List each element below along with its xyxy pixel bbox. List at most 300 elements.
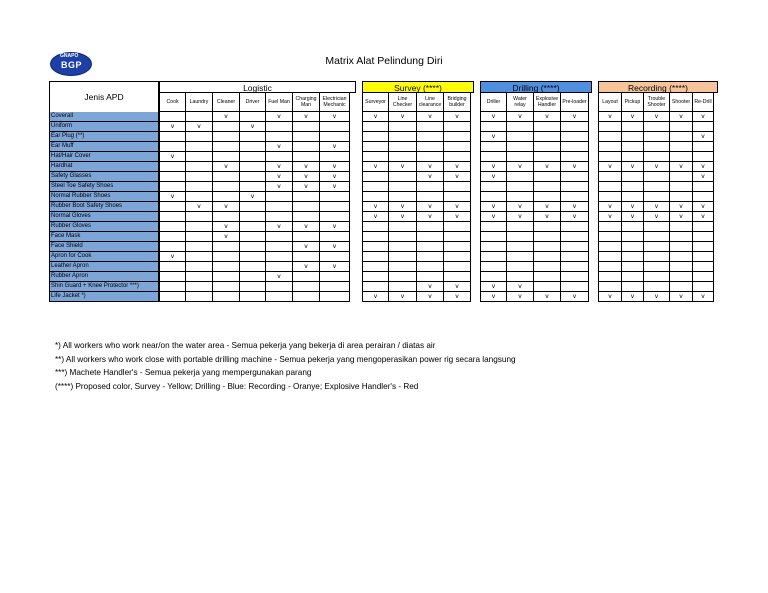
matrix-cell bbox=[416, 272, 444, 282]
matrix-cell bbox=[692, 282, 714, 292]
matrix-cell: v bbox=[643, 212, 670, 222]
matrix-cell: v bbox=[443, 292, 471, 302]
row-label: Rubber Apron bbox=[49, 272, 159, 282]
matrix-cell: v bbox=[533, 292, 561, 302]
matrix-cell bbox=[388, 152, 417, 162]
group-header-2: Drilling (****) bbox=[480, 81, 592, 93]
matrix-cell: v bbox=[692, 292, 714, 302]
row-label: Life Jacket *) bbox=[49, 292, 159, 302]
matrix-cell: v bbox=[443, 202, 471, 212]
matrix-cell bbox=[506, 222, 534, 232]
matrix-cell: v bbox=[443, 212, 471, 222]
matrix-cell bbox=[159, 162, 186, 172]
matrix-cell bbox=[621, 232, 644, 242]
column-header-3-4: Re-Drill bbox=[692, 92, 714, 112]
matrix-cell: v bbox=[621, 112, 644, 122]
matrix-cell bbox=[159, 112, 186, 122]
matrix-cell bbox=[265, 212, 293, 222]
matrix-cell bbox=[506, 242, 534, 252]
column-header-1-2: Line clearance bbox=[416, 92, 444, 112]
matrix-cell: v bbox=[621, 202, 644, 212]
column-header-2-3: Pre-loader bbox=[560, 92, 589, 112]
matrix-cell bbox=[560, 132, 589, 142]
matrix-cell: v bbox=[185, 202, 213, 212]
matrix-cell bbox=[621, 192, 644, 202]
matrix-cell bbox=[319, 232, 350, 242]
matrix-cell: v bbox=[480, 172, 507, 182]
group-header-1: Survey (****) bbox=[362, 81, 474, 93]
matrix-cell bbox=[265, 152, 293, 162]
matrix-cell bbox=[362, 172, 389, 182]
matrix-cell: v bbox=[560, 292, 589, 302]
group-header-3: Recording (****) bbox=[598, 81, 718, 93]
matrix-cell: v bbox=[292, 162, 320, 172]
matrix-cell bbox=[621, 142, 644, 152]
row-label: Steel Toe Safety Shoes bbox=[49, 182, 159, 192]
matrix-cell: v bbox=[319, 242, 350, 252]
matrix-cell bbox=[159, 202, 186, 212]
matrix-cell: v bbox=[621, 162, 644, 172]
matrix-cell bbox=[319, 212, 350, 222]
matrix-cell bbox=[388, 242, 417, 252]
matrix-cell bbox=[669, 192, 693, 202]
matrix-cell bbox=[443, 242, 471, 252]
matrix-cell bbox=[265, 282, 293, 292]
matrix-cell bbox=[480, 182, 507, 192]
matrix-cell bbox=[185, 272, 213, 282]
matrix-cell bbox=[239, 172, 266, 182]
column-header-1-3: Bridging builder bbox=[443, 92, 471, 112]
matrix-cell bbox=[443, 222, 471, 232]
matrix-cell bbox=[643, 232, 670, 242]
matrix-cell: v bbox=[362, 202, 389, 212]
matrix-cell bbox=[185, 172, 213, 182]
matrix-cell bbox=[506, 252, 534, 262]
matrix-cell bbox=[621, 222, 644, 232]
matrix-cell: v bbox=[265, 112, 293, 122]
matrix-cell bbox=[319, 202, 350, 212]
matrix-cell bbox=[533, 182, 561, 192]
matrix-cell bbox=[212, 132, 240, 142]
matrix-cell: v bbox=[265, 272, 293, 282]
matrix-cell: v bbox=[319, 112, 350, 122]
matrix-cell: v bbox=[388, 202, 417, 212]
matrix-cell bbox=[416, 142, 444, 152]
column-header-1-0: Surveyor bbox=[362, 92, 389, 112]
matrix-cell bbox=[185, 192, 213, 202]
matrix-cell bbox=[443, 262, 471, 272]
matrix-cell bbox=[292, 272, 320, 282]
matrix-cell bbox=[598, 232, 622, 242]
matrix-cell bbox=[669, 282, 693, 292]
matrix-cell: v bbox=[292, 182, 320, 192]
matrix-cell bbox=[159, 282, 186, 292]
matrix-cell bbox=[185, 242, 213, 252]
matrix-cell bbox=[185, 222, 213, 232]
matrix-cell bbox=[239, 142, 266, 152]
matrix-cell: v bbox=[265, 182, 293, 192]
matrix-cell: v bbox=[416, 292, 444, 302]
matrix-cell bbox=[560, 262, 589, 272]
matrix-cell bbox=[388, 222, 417, 232]
matrix-cell: v bbox=[506, 282, 534, 292]
matrix-cell bbox=[643, 142, 670, 152]
matrix-cell bbox=[560, 242, 589, 252]
matrix-cell bbox=[416, 132, 444, 142]
matrix-cell bbox=[480, 142, 507, 152]
matrix-cell bbox=[185, 282, 213, 292]
matrix-cell bbox=[212, 212, 240, 222]
matrix-cell bbox=[319, 292, 350, 302]
row-label: Hat/Hair Cover bbox=[49, 152, 159, 162]
matrix-cell: v bbox=[388, 292, 417, 302]
matrix-cell: v bbox=[319, 172, 350, 182]
matrix-cell bbox=[239, 212, 266, 222]
footnotes bbox=[55, 339, 516, 393]
matrix-cell: v bbox=[319, 222, 350, 232]
row-label: Apron for Cook bbox=[49, 252, 159, 262]
matrix-cell bbox=[692, 222, 714, 232]
matrix-cell bbox=[533, 272, 561, 282]
page-title: Matrix Alat Pelindung Diri bbox=[325, 55, 443, 67]
matrix-cell: v bbox=[506, 162, 534, 172]
matrix-cell bbox=[212, 292, 240, 302]
matrix-cell bbox=[443, 122, 471, 132]
matrix-cell bbox=[159, 222, 186, 232]
matrix-cell bbox=[533, 242, 561, 252]
matrix-cell: v bbox=[212, 162, 240, 172]
matrix-cell bbox=[265, 262, 293, 272]
matrix-cell bbox=[416, 152, 444, 162]
matrix-cell: v bbox=[265, 162, 293, 172]
matrix-cell bbox=[239, 182, 266, 192]
matrix-cell: v bbox=[533, 202, 561, 212]
matrix-cell: v bbox=[388, 112, 417, 122]
matrix-cell bbox=[212, 242, 240, 252]
matrix-cell: v bbox=[443, 282, 471, 292]
matrix-cell bbox=[621, 132, 644, 142]
matrix-cell bbox=[362, 272, 389, 282]
matrix-cell bbox=[239, 252, 266, 262]
matrix-cell bbox=[669, 122, 693, 132]
matrix-cell: v bbox=[292, 262, 320, 272]
matrix-cell bbox=[598, 272, 622, 282]
matrix-cell bbox=[159, 262, 186, 272]
matrix-cell bbox=[388, 172, 417, 182]
matrix-cell bbox=[598, 252, 622, 262]
matrix-cell bbox=[159, 272, 186, 282]
row-label: Uniform bbox=[49, 122, 159, 132]
matrix-cell bbox=[362, 252, 389, 262]
matrix-cell: v bbox=[159, 252, 186, 262]
matrix-cell bbox=[319, 252, 350, 262]
matrix-cell: v bbox=[265, 142, 293, 152]
matrix-cell: v bbox=[506, 292, 534, 302]
matrix-cell bbox=[212, 262, 240, 272]
matrix-cell bbox=[480, 192, 507, 202]
matrix-cell: v bbox=[669, 162, 693, 172]
matrix-cell bbox=[362, 122, 389, 132]
matrix-cell bbox=[560, 252, 589, 262]
matrix-cell bbox=[319, 122, 350, 132]
matrix-cell bbox=[560, 152, 589, 162]
matrix-cell bbox=[159, 292, 186, 302]
matrix-cell: v bbox=[362, 162, 389, 172]
matrix-cell: v bbox=[506, 212, 534, 222]
matrix-cell bbox=[643, 242, 670, 252]
matrix-cell bbox=[669, 132, 693, 142]
matrix-cell: v bbox=[692, 172, 714, 182]
matrix-cell: v bbox=[416, 162, 444, 172]
matrix-cell bbox=[643, 122, 670, 132]
matrix-cell: v bbox=[480, 132, 507, 142]
matrix-cell bbox=[239, 222, 266, 232]
matrix-cell bbox=[388, 142, 417, 152]
matrix-cell bbox=[692, 182, 714, 192]
matrix-cell bbox=[292, 252, 320, 262]
matrix-cell bbox=[292, 212, 320, 222]
matrix-cell bbox=[669, 232, 693, 242]
matrix-cell: v bbox=[643, 202, 670, 212]
matrix-cell bbox=[533, 152, 561, 162]
matrix-cell: v bbox=[292, 242, 320, 252]
matrix-cell bbox=[598, 122, 622, 132]
column-header-0-6: Electrician Mechanic bbox=[319, 92, 350, 112]
matrix-cell bbox=[388, 282, 417, 292]
row-label: Normal Rubber Shoes bbox=[49, 192, 159, 202]
row-label: Shin Guard + Knee Protector ***) bbox=[49, 282, 159, 292]
matrix-cell bbox=[598, 152, 622, 162]
matrix-cell bbox=[506, 262, 534, 272]
matrix-cell bbox=[212, 172, 240, 182]
matrix-cell bbox=[265, 252, 293, 262]
matrix-cell bbox=[533, 172, 561, 182]
matrix-cell bbox=[388, 182, 417, 192]
matrix-cell bbox=[560, 232, 589, 242]
matrix-cell bbox=[292, 192, 320, 202]
matrix-cell bbox=[598, 142, 622, 152]
matrix-cell bbox=[239, 242, 266, 252]
matrix-cell bbox=[239, 162, 266, 172]
matrix-cell: v bbox=[598, 112, 622, 122]
matrix-cell: v bbox=[560, 112, 589, 122]
matrix-cell bbox=[598, 262, 622, 272]
matrix-cell: v bbox=[362, 112, 389, 122]
matrix-cell bbox=[560, 272, 589, 282]
matrix-cell bbox=[362, 132, 389, 142]
logo-main-text: BGP bbox=[61, 60, 83, 70]
matrix-cell bbox=[443, 132, 471, 142]
matrix-cell bbox=[443, 252, 471, 262]
matrix-cell bbox=[362, 182, 389, 192]
row-label: Face Shield bbox=[49, 242, 159, 252]
matrix-cell bbox=[506, 132, 534, 142]
matrix-cell bbox=[388, 272, 417, 282]
matrix-cell bbox=[643, 222, 670, 232]
row-label: Rubber Boot Safety Shoes bbox=[49, 202, 159, 212]
matrix-cell: v bbox=[416, 212, 444, 222]
matrix-cell bbox=[598, 182, 622, 192]
matrix-cell: v bbox=[416, 172, 444, 182]
matrix-cell bbox=[643, 282, 670, 292]
column-header-3-0: Layout bbox=[598, 92, 622, 112]
matrix-cell bbox=[265, 132, 293, 142]
matrix-cell bbox=[319, 282, 350, 292]
matrix-cell bbox=[185, 252, 213, 262]
matrix-cell: v bbox=[692, 162, 714, 172]
matrix-cell bbox=[159, 182, 186, 192]
matrix-cell bbox=[692, 242, 714, 252]
matrix-cell bbox=[621, 262, 644, 272]
matrix-cell bbox=[506, 182, 534, 192]
matrix-cell bbox=[598, 192, 622, 202]
matrix-cell bbox=[560, 182, 589, 192]
matrix-cell bbox=[692, 262, 714, 272]
matrix-cell: v bbox=[669, 112, 693, 122]
matrix-cell bbox=[159, 142, 186, 152]
matrix-cell bbox=[560, 192, 589, 202]
matrix-cell bbox=[692, 142, 714, 152]
matrix-cell bbox=[265, 242, 293, 252]
matrix-cell bbox=[292, 122, 320, 132]
column-header-0-1: Laundry bbox=[185, 92, 213, 112]
matrix-cell: v bbox=[643, 292, 670, 302]
matrix-cell bbox=[185, 262, 213, 272]
matrix-cell bbox=[643, 132, 670, 142]
matrix-cell bbox=[185, 132, 213, 142]
matrix-cell bbox=[362, 232, 389, 242]
matrix-cell bbox=[212, 272, 240, 282]
matrix-cell bbox=[416, 232, 444, 242]
column-header-3-3: Shooter bbox=[669, 92, 693, 112]
matrix-cell: v bbox=[239, 192, 266, 202]
matrix-cell: v bbox=[319, 162, 350, 172]
matrix-cell: v bbox=[239, 122, 266, 132]
matrix-cell bbox=[506, 272, 534, 282]
matrix-cell bbox=[185, 212, 213, 222]
matrix-cell bbox=[506, 122, 534, 132]
matrix-cell bbox=[185, 182, 213, 192]
matrix-cell bbox=[362, 242, 389, 252]
matrix-cell bbox=[159, 132, 186, 142]
matrix-cell bbox=[643, 152, 670, 162]
matrix-cell: v bbox=[443, 112, 471, 122]
matrix-cell bbox=[598, 132, 622, 142]
row-label: Normal Gloves bbox=[49, 212, 159, 222]
matrix-cell bbox=[292, 142, 320, 152]
matrix-cell bbox=[319, 132, 350, 142]
matrix-cell bbox=[533, 192, 561, 202]
column-header-1-1: Line Checker bbox=[388, 92, 417, 112]
matrix-cell bbox=[416, 262, 444, 272]
column-header-0-4: Fuel Man bbox=[265, 92, 293, 112]
matrix-cell bbox=[598, 222, 622, 232]
matrix-cell: v bbox=[265, 172, 293, 182]
matrix-cell bbox=[621, 252, 644, 262]
matrix-cell bbox=[239, 292, 266, 302]
column-header-3-2: Trouble Shooter bbox=[643, 92, 670, 112]
matrix-cell bbox=[265, 122, 293, 132]
matrix-cell bbox=[669, 222, 693, 232]
matrix-cell: v bbox=[443, 172, 471, 182]
matrix-cell: v bbox=[692, 202, 714, 212]
matrix-cell bbox=[416, 122, 444, 132]
matrix-cell: v bbox=[159, 122, 186, 132]
matrix-cell bbox=[480, 262, 507, 272]
matrix-cell bbox=[669, 242, 693, 252]
footnote-line: **) All workers who work close with portable drilling machine - Semua pekerja yang mengoperasikan power rig secara langsung bbox=[55, 354, 516, 364]
matrix-cell: v bbox=[443, 162, 471, 172]
matrix-cell: v bbox=[319, 262, 350, 272]
row-label: Leather Apron bbox=[49, 262, 159, 272]
matrix-cell: v bbox=[388, 162, 417, 172]
matrix-cell: v bbox=[506, 112, 534, 122]
matrix-cell bbox=[292, 132, 320, 142]
matrix-cell bbox=[669, 272, 693, 282]
matrix-cell: v bbox=[362, 292, 389, 302]
matrix-cell bbox=[362, 282, 389, 292]
matrix-cell: v bbox=[598, 212, 622, 222]
matrix-cell: v bbox=[480, 162, 507, 172]
matrix-cell: v bbox=[692, 112, 714, 122]
matrix-cell bbox=[388, 252, 417, 262]
matrix-cell bbox=[560, 142, 589, 152]
matrix-cell bbox=[388, 192, 417, 202]
matrix-cell: v bbox=[598, 162, 622, 172]
matrix-cell bbox=[480, 122, 507, 132]
matrix-cell bbox=[212, 252, 240, 262]
matrix-cell bbox=[185, 142, 213, 152]
matrix-cell bbox=[480, 232, 507, 242]
matrix-cell bbox=[692, 192, 714, 202]
matrix-cell: v bbox=[692, 132, 714, 142]
matrix-cell: v bbox=[416, 282, 444, 292]
matrix-cell bbox=[159, 172, 186, 182]
matrix-cell bbox=[480, 222, 507, 232]
row-header-jenis-apd: Jenis APD bbox=[49, 81, 159, 113]
row-label: Hardhat bbox=[49, 162, 159, 172]
matrix-cell: v bbox=[292, 222, 320, 232]
matrix-cell bbox=[239, 272, 266, 282]
matrix-cell: v bbox=[212, 112, 240, 122]
matrix-cell bbox=[185, 112, 213, 122]
matrix-cell: v bbox=[159, 192, 186, 202]
matrix-cell bbox=[388, 132, 417, 142]
matrix-cell: v bbox=[621, 212, 644, 222]
matrix-cell bbox=[388, 122, 417, 132]
matrix-cell: v bbox=[533, 112, 561, 122]
matrix-cell bbox=[239, 202, 266, 212]
group-header-0: Logistic bbox=[159, 81, 356, 93]
matrix-cell: v bbox=[480, 112, 507, 122]
matrix-cell bbox=[480, 272, 507, 282]
matrix-cell bbox=[159, 242, 186, 252]
column-header-2-1: Water relay bbox=[506, 92, 534, 112]
matrix-cell: v bbox=[598, 292, 622, 302]
column-header-2-0: Driller bbox=[480, 92, 507, 112]
row-label: Rubber Gloves bbox=[49, 222, 159, 232]
matrix-cell: v bbox=[506, 202, 534, 212]
matrix-cell bbox=[388, 262, 417, 272]
footnote-line: (****) Proposed color, Survey - Yellow; Drilling - Blue: Recording - Oranye; Explosive Handler's - Red bbox=[55, 381, 419, 391]
matrix-cell bbox=[443, 152, 471, 162]
matrix-cell: v bbox=[669, 212, 693, 222]
matrix-cell bbox=[560, 122, 589, 132]
matrix-cell bbox=[292, 282, 320, 292]
matrix-cell bbox=[692, 272, 714, 282]
matrix-cell bbox=[443, 272, 471, 282]
logo-small-text: GNAPO bbox=[60, 53, 79, 59]
